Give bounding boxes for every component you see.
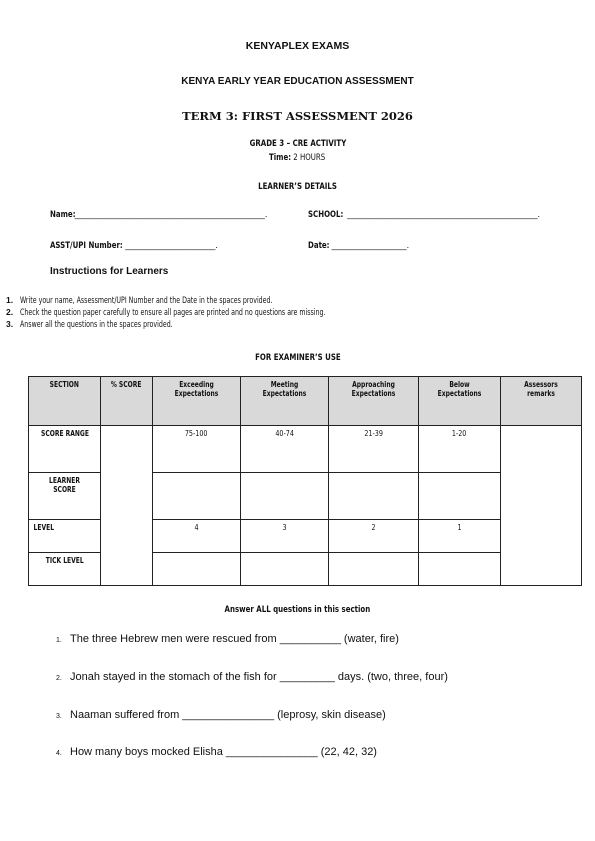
remarks-cell[interactable] xyxy=(501,426,582,586)
answer-heading: Answer ALL questions in this section xyxy=(224,605,371,615)
name-blank[interactable]: ______________________________________. xyxy=(74,209,268,219)
table-cell[interactable] xyxy=(241,473,329,520)
table-cell[interactable] xyxy=(329,553,419,586)
school-label: SCHOOL: xyxy=(308,210,344,220)
school-field[interactable] xyxy=(308,209,540,220)
name-field[interactable] xyxy=(50,209,267,220)
upi-field[interactable] xyxy=(50,240,218,251)
table-cell: 4 xyxy=(153,520,241,553)
table-cell: 75-100 xyxy=(153,426,241,473)
org-title: KENYAPLEX EXAMS xyxy=(245,40,350,52)
table-cell: 1-20 xyxy=(419,426,501,473)
col-below: Below Expectations xyxy=(419,377,501,426)
grade-title: GRADE 3 – CRE ACTIVITY xyxy=(249,139,346,149)
col-remarks: Assessors remarks xyxy=(501,377,582,426)
table-cell: 40-74 xyxy=(241,426,329,473)
time-line: Time: 2 HOURS xyxy=(269,153,326,163)
assessment-title: KENYA EARLY YEAR EDUCATION ASSESSMENT xyxy=(181,76,414,87)
col-meeting: Meeting Expectations xyxy=(241,377,329,426)
table-cell[interactable] xyxy=(153,473,241,520)
table-cell: 2 xyxy=(329,520,419,553)
date-blank[interactable]: _______________. xyxy=(331,240,410,250)
name-label: Name: xyxy=(50,210,76,220)
term-title: TERM 3: FIRST ASSESSMENT 2026 xyxy=(182,109,413,123)
table-header-row xyxy=(29,377,582,426)
table-cell[interactable] xyxy=(329,473,419,520)
table-cell[interactable] xyxy=(241,553,329,586)
examiner-table xyxy=(28,376,582,586)
table-cell: 3 xyxy=(241,520,329,553)
date-field[interactable] xyxy=(308,240,409,251)
row-label: TICK LEVEL xyxy=(29,553,101,586)
question-item: 4. How many boys mocked Elisha _______________ (22, 42, 32) xyxy=(56,746,377,758)
date-label: Date: xyxy=(308,241,330,251)
col-score: % SCORE xyxy=(101,377,153,426)
table-cell[interactable] xyxy=(153,553,241,586)
table-cell[interactable] xyxy=(419,553,501,586)
instruction-item: 1. Write your name, Assessment/UPI Number and the Date in the spaces provided. xyxy=(6,295,273,306)
row-label: SCORE RANGE xyxy=(29,426,101,473)
instruction-item: 3. Answer all the questions in the spaces provided. xyxy=(6,319,173,330)
learner-details-heading: LEARNER’S DETAILS xyxy=(258,182,337,192)
table-cell[interactable] xyxy=(419,473,501,520)
table-cell: 1 xyxy=(419,520,501,553)
question-item: 1. The three Hebrew men were rescued from __________ (water, fire) xyxy=(56,633,399,645)
percent-score-cell[interactable] xyxy=(101,426,153,586)
table-row xyxy=(29,426,582,473)
instructions-heading: Instructions for Learners xyxy=(50,266,169,277)
school-blank[interactable]: ______________________________________. xyxy=(347,209,540,219)
examiner-heading: FOR EXAMINER’S USE xyxy=(254,353,341,363)
row-label: LEVEL xyxy=(29,520,101,553)
question-item: 3. Naaman suffered from _______________ (leprosy, skin disease) xyxy=(56,709,386,721)
question-item: 2. Jonah stayed in the stomach of the fish for _________ days. (two, three, four) xyxy=(56,671,448,683)
upi-label: ASST/UPI Number: xyxy=(50,241,123,251)
row-label: LEARNER SCORE xyxy=(29,473,101,520)
instruction-item: 2. Check the question paper carefully to ensure all pages are printed and no questions are missing. xyxy=(6,307,326,318)
col-exceeding: Exceeding Expectations xyxy=(153,377,241,426)
col-section: SECTION xyxy=(29,377,101,426)
col-approaching: Approaching Expectations xyxy=(329,377,419,426)
upi-blank[interactable]: __________________. xyxy=(125,240,218,250)
table-cell: 21-39 xyxy=(329,426,419,473)
